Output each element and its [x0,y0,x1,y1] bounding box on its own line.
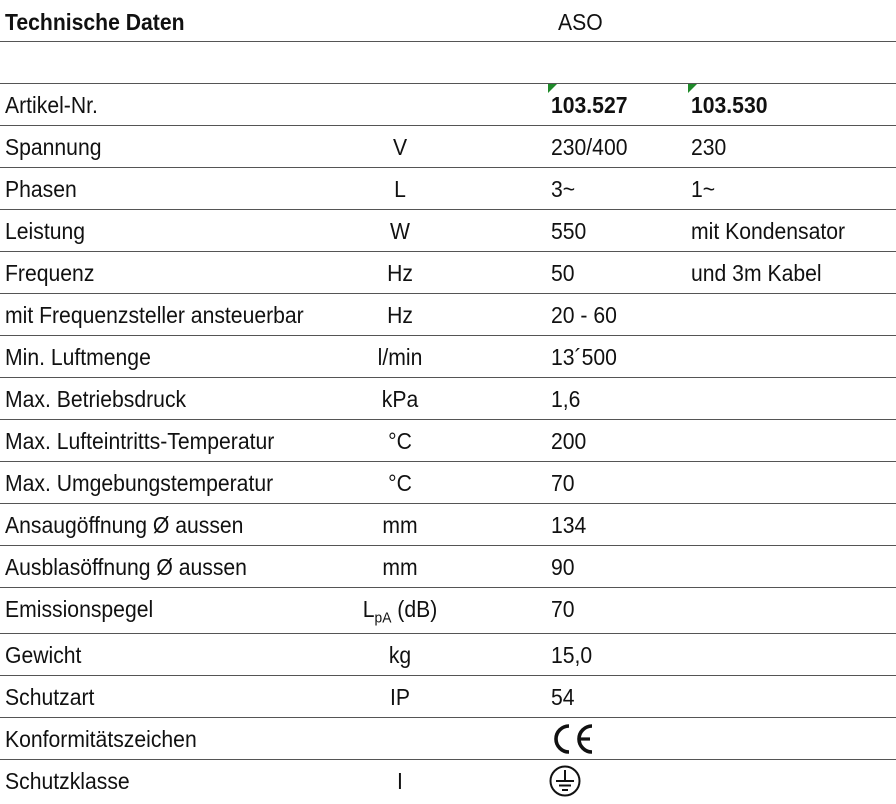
row-unit: Hz [387,302,413,328]
header [0,0,896,42]
article-number-1: 103.527 [551,92,628,118]
table-row-emission [0,587,896,633]
row-label: Spannung [5,134,102,160]
row-value-2: 1~ [691,176,716,202]
row-label: Max. Umgebungstemperatur [5,470,274,496]
table-row [0,125,896,167]
table-row [0,377,896,419]
row-unit: l/min [377,344,423,370]
row-value-1: 15,0 [551,642,593,668]
row-value-1: 20 - 60 [551,302,617,328]
row-unit: kPa [381,386,419,412]
row-label: Schutzart [5,684,95,710]
row-value-1: 54 [551,684,575,710]
row-label: Konformitätszeichen [5,726,197,752]
model-name: ASO [558,9,603,35]
row-unit: °C [388,428,412,454]
row-value-1: 90 [551,554,575,580]
table-row [0,545,896,587]
row-value-1: 50 [551,260,575,286]
row-value-1: 1,6 [551,386,581,412]
page-title: Technische Daten [5,9,185,35]
row-label: Frequenz [5,260,95,286]
row-unit: kg [388,642,412,668]
row-unit: mm [382,512,418,538]
row-unit [308,596,492,627]
table-row [0,251,896,293]
row-value-1: 230/400 [551,134,628,160]
unit-subscript: pA [374,609,392,627]
protective-earth-icon [548,764,582,804]
unit-tail: (dB) [391,596,438,622]
row-value-1: 70 [551,470,575,496]
table-row [0,209,896,251]
row-value-1: 550 [551,218,587,244]
row-label: Min. Luftmenge [5,344,151,370]
row-value-2: und 3m Kabel [691,260,822,286]
ce-mark-icon [548,722,598,762]
table-row-protection [0,759,896,801]
row-value-1: 70 [551,596,575,622]
row-value-2: 230 [691,134,727,160]
row-value-1: 134 [551,512,587,538]
row-unit: IP [389,684,410,710]
spec-table [0,83,896,801]
row-label: mit Frequenzsteller ansteuerbar [5,302,304,328]
table-row [0,335,896,377]
row-label: Leistung [5,218,86,244]
row-value-1: 13´500 [551,344,617,370]
row-label: Ausblasöffnung Ø aussen [5,554,247,580]
row-value-2: mit Kondensator [691,218,846,244]
row-label: Schutzklasse [5,768,130,794]
row-unit: Hz [387,260,413,286]
row-label: Gewicht [5,642,82,668]
row-label: Emissionspegel [5,596,154,622]
row-unit: W [390,218,410,244]
row-unit: V [392,134,408,160]
article-number-2: 103.530 [691,92,768,118]
row-label: Phasen [5,176,77,202]
table-row [0,167,896,209]
table-row-conformity [0,717,896,759]
row-label: Max. Lufteintritts-Temperatur [5,428,275,454]
row-label: Artikel-Nr. [5,92,98,118]
table-row [0,293,896,335]
table-row [0,419,896,461]
table-row [0,675,896,717]
table-row [0,503,896,545]
row-unit: °C [388,470,412,496]
row-unit: mm [382,554,418,580]
row-value-1: 200 [551,428,587,454]
table-row-article [0,83,896,125]
table-row [0,633,896,675]
unit-main: L [362,596,375,622]
row-label: Ansaugöffnung Ø aussen [5,512,244,538]
table-row [0,461,896,503]
row-value-1: 3~ [551,176,576,202]
row-unit: I [397,768,403,794]
row-unit: L [394,176,406,202]
row-label: Max. Betriebsdruck [5,386,187,412]
